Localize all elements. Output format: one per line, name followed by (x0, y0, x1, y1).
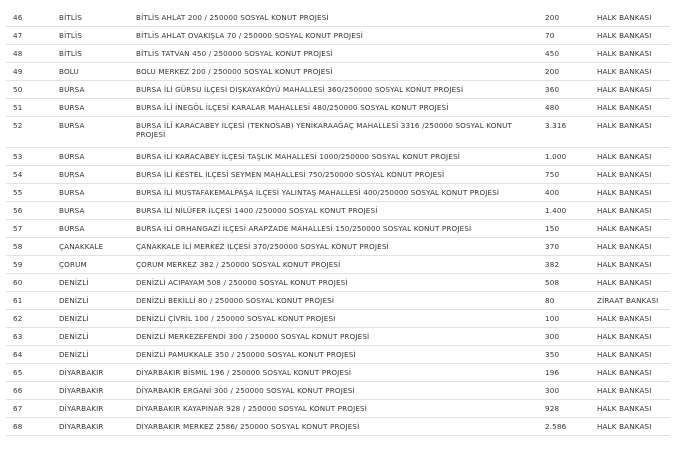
city-cell: BURSA (59, 170, 85, 179)
city-cell: DENİZLİ (59, 296, 89, 305)
project-description-cell: BURSA İLİ NİLÜFER İLÇESİ 1400 /250000 SOSYAL KONUT PROJESİ (136, 206, 378, 215)
bank-cell: HALK BANKASI (597, 13, 652, 22)
row-number-cell: 68 (13, 422, 23, 431)
unit-count-cell: 80 (545, 296, 555, 305)
unit-count-cell: 3.316 (545, 121, 567, 130)
city-cell: BİTLİS (59, 49, 83, 58)
unit-count-cell: 1.400 (545, 206, 567, 215)
bank-cell: HALK BANKASI (597, 224, 652, 233)
row-number-cell: 54 (13, 170, 23, 179)
row-number-cell: 50 (13, 85, 23, 94)
unit-count-cell: 480 (545, 103, 560, 112)
bank-cell: HALK BANKASI (597, 103, 652, 112)
table-row (6, 418, 670, 436)
row-number-cell: 52 (13, 121, 23, 130)
bank-cell: HALK BANKASI (597, 404, 652, 413)
unit-count-cell: 300 (545, 332, 560, 341)
projects-table-body (6, 9, 670, 436)
row-number-cell: 47 (13, 31, 23, 40)
bank-cell: HALK BANKASI (597, 242, 652, 251)
unit-count-cell: 1.000 (545, 152, 567, 161)
row-number-cell: 66 (13, 386, 23, 395)
project-description-cell: BURSA İLİ KARACABEY İLÇESİ (TEKNOSAB) YENİKARAAĞAÇ MAHALLESİ 3316 /250000 SOSYAL KONUT PROJESİ (136, 121, 513, 139)
project-description-cell: DENİZLİ ÇİVRİL 100 / 250000 SOSYAL KONUT PROJESİ (136, 314, 336, 323)
unit-count-cell: 100 (545, 314, 560, 323)
unit-count-cell: 196 (545, 368, 560, 377)
bank-cell: ZİRAAT BANKASI (597, 296, 659, 305)
project-description-cell: BİTLİS AHLAT 200 / 250000 SOSYAL KONUT PROJESİ (136, 13, 329, 22)
table-row (6, 310, 670, 328)
table-row (6, 256, 670, 274)
row-number-cell: 58 (13, 242, 23, 251)
project-description-cell: ÇANAKKALE İLİ MERKEZ İLÇESİ 370/250000 SOSYAL KONUT PROJESİ (136, 242, 389, 251)
row-number-cell: 63 (13, 332, 23, 341)
bank-cell: HALK BANKASI (597, 386, 652, 395)
table-row (6, 238, 670, 256)
bank-cell: HALK BANKASI (597, 170, 652, 179)
unit-count-cell: 508 (545, 278, 560, 287)
row-number-cell: 46 (13, 13, 23, 22)
table-row (6, 274, 670, 292)
row-number-cell: 62 (13, 314, 23, 323)
unit-count-cell: 150 (545, 224, 560, 233)
table-row (6, 9, 670, 27)
table-row (6, 400, 670, 418)
project-description-cell: BURSA İLİ ORHANGAZİ İLÇESİ ARAPZADE MAHALLESİ 150/250000 SOSYAL KONUT PROJESİ (136, 224, 472, 233)
table-row (6, 328, 670, 346)
project-description-cell: ÇORUM MERKEZ 382 / 250000 SOSYAL KONUT PROJESİ (136, 260, 341, 269)
row-number-cell: 55 (13, 188, 23, 197)
city-cell: DİYARBAKIR (59, 368, 104, 377)
table-row (6, 27, 670, 45)
table-row (6, 202, 670, 220)
row-number-cell: 49 (13, 67, 23, 76)
unit-count-cell: 370 (545, 242, 560, 251)
city-cell: DİYARBAKIR (59, 386, 104, 395)
project-description-cell: BİTLİS TATVAN 450 / 250000 SOSYAL KONUT PROJESİ (136, 49, 333, 58)
city-cell: BİTLİS (59, 13, 83, 22)
bank-cell: HALK BANKASI (597, 67, 652, 76)
unit-count-cell: 400 (545, 188, 560, 197)
city-cell: BURSA (59, 103, 85, 112)
project-description-cell: DİYARBAKIR KAYAPINAR 928 / 250000 SOSYAL KONUT PROJESİ (136, 404, 368, 413)
row-number-cell: 51 (13, 103, 23, 112)
project-description-cell: DİYARBAKIR ERGANİ 300 / 250000 SOSYAL KONUT PROJESİ (136, 386, 355, 395)
bank-cell: HALK BANKASI (597, 350, 652, 359)
project-description-cell: DİYARBAKIR BİSMİL 196 / 250000 SOSYAL KONUT PROJESİ (136, 368, 352, 377)
bank-cell: HALK BANKASI (597, 260, 652, 269)
row-number-cell: 59 (13, 260, 23, 269)
table-row (6, 81, 670, 99)
table-row (6, 99, 670, 117)
row-number-cell: 67 (13, 404, 23, 413)
unit-count-cell: 360 (545, 85, 560, 94)
bank-cell: HALK BANKASI (597, 188, 652, 197)
table-row (6, 45, 670, 63)
project-description-cell: BURSA İLİ GÜRSU İLÇESİ DIŞKAYAKÖYÜ MAHALLESİ 360/250000 SOSYAL KONUT PROJESİ (136, 85, 464, 94)
row-number-cell: 57 (13, 224, 23, 233)
row-number-cell: 53 (13, 152, 23, 161)
table-row (6, 292, 670, 310)
unit-count-cell: 350 (545, 350, 560, 359)
bank-cell: HALK BANKASI (597, 422, 652, 431)
city-cell: BOLU (59, 67, 79, 76)
bank-cell: HALK BANKASI (597, 278, 652, 287)
bank-cell: HALK BANKASI (597, 368, 652, 377)
city-cell: DİYARBAKIR (59, 404, 104, 413)
projects-table (6, 9, 670, 436)
city-cell: DİYARBAKIR (59, 422, 104, 431)
row-number-cell: 56 (13, 206, 23, 215)
bank-cell: HALK BANKASI (597, 31, 652, 40)
table-row (6, 63, 670, 81)
table-row (6, 220, 670, 238)
city-cell: BURSA (59, 85, 85, 94)
project-description-cell: BURSA İLİ MUSTAFAKEMALPAŞA İLÇESİ YALINTAŞ MAHALLESİ 400/250000 SOSYAL KONUT PROJESİ (136, 188, 500, 197)
city-cell: BURSA (59, 121, 85, 130)
city-cell: DENİZLİ (59, 314, 89, 323)
project-description-cell: DENİZLİ PAMUKKALE 350 / 250000 SOSYAL KONUT PROJESİ (136, 350, 356, 359)
bank-cell: HALK BANKASI (597, 49, 652, 58)
city-cell: DENİZLİ (59, 332, 89, 341)
table-row (6, 346, 670, 364)
project-description-cell: BURSA İLİ KARACABEY İLÇESİ TAŞLIK MAHALLESİ 1000/250000 SOSYAL KONUT PROJESİ (136, 152, 461, 161)
project-description-cell: BİTLİS AHLAT OVAKIŞLA 70 / 250000 SOSYAL KONUT PROJESİ (136, 31, 364, 40)
bank-cell: HALK BANKASI (597, 121, 652, 130)
unit-count-cell: 382 (545, 260, 560, 269)
row-number-cell: 61 (13, 296, 23, 305)
row-number-cell: 60 (13, 278, 23, 287)
unit-count-cell: 928 (545, 404, 560, 413)
city-cell: DENİZLİ (59, 350, 89, 359)
unit-count-cell: 300 (545, 386, 560, 395)
unit-count-cell: 70 (545, 31, 555, 40)
unit-count-cell: 2.586 (545, 422, 567, 431)
city-cell: BURSA (59, 152, 85, 161)
project-description-cell: BURSA İLİ İNEGÖL İLÇESİ KARALAR MAHALLESİ 480/250000 SOSYAL KONUT PROJESİ (136, 103, 449, 112)
row-number-cell: 64 (13, 350, 23, 359)
bank-cell: HALK BANKASI (597, 152, 652, 161)
bank-cell: HALK BANKASI (597, 314, 652, 323)
bank-cell: HALK BANKASI (597, 332, 652, 341)
city-cell: ÇORUM (59, 260, 87, 269)
bank-cell: HALK BANKASI (597, 85, 652, 94)
unit-count-cell: 200 (545, 13, 560, 22)
unit-count-cell: 750 (545, 170, 560, 179)
project-description-cell: DENİZLİ MERKEZEFENDİ 300 / 250000 SOSYAL KONUT PROJESİ (136, 332, 370, 341)
unit-count-cell: 450 (545, 49, 560, 58)
city-cell: BURSA (59, 188, 85, 197)
row-number-cell: 65 (13, 368, 23, 377)
city-cell: BURSA (59, 206, 85, 215)
city-cell: BURSA (59, 224, 85, 233)
row-number-cell: 48 (13, 49, 23, 58)
project-description-cell: DİYARBAKIR MERKEZ 2586/ 250000 SOSYAL KONUT PROJESİ (136, 422, 360, 431)
project-description-cell: BURSA İLİ KESTEL İLÇESİ SEYMEN MAHALLESİ 750/250000 SOSYAL KONUT PROJESİ (136, 170, 445, 179)
table-row (6, 382, 670, 400)
unit-count-cell: 200 (545, 67, 560, 76)
city-cell: DENİZLİ (59, 278, 89, 287)
table-row (6, 184, 670, 202)
project-description-cell: BOLU MERKEZ 200 / 250000 SOSYAL KONUT PROJESİ (136, 67, 333, 76)
city-cell: ÇANAKKALE (59, 242, 104, 251)
table-row (6, 166, 670, 184)
project-description-cell: DENİZLİ BEKİLLİ 80 / 250000 SOSYAL KONUT PROJESİ (136, 296, 335, 305)
bank-cell: HALK BANKASI (597, 206, 652, 215)
project-description-cell: DENİZLİ ACIPAYAM 508 / 250000 SOSYAL KONUT PROJESİ (136, 278, 348, 287)
table-row (6, 148, 670, 166)
table-row (6, 364, 670, 382)
city-cell: BİTLİS (59, 31, 83, 40)
table-row (6, 117, 670, 148)
